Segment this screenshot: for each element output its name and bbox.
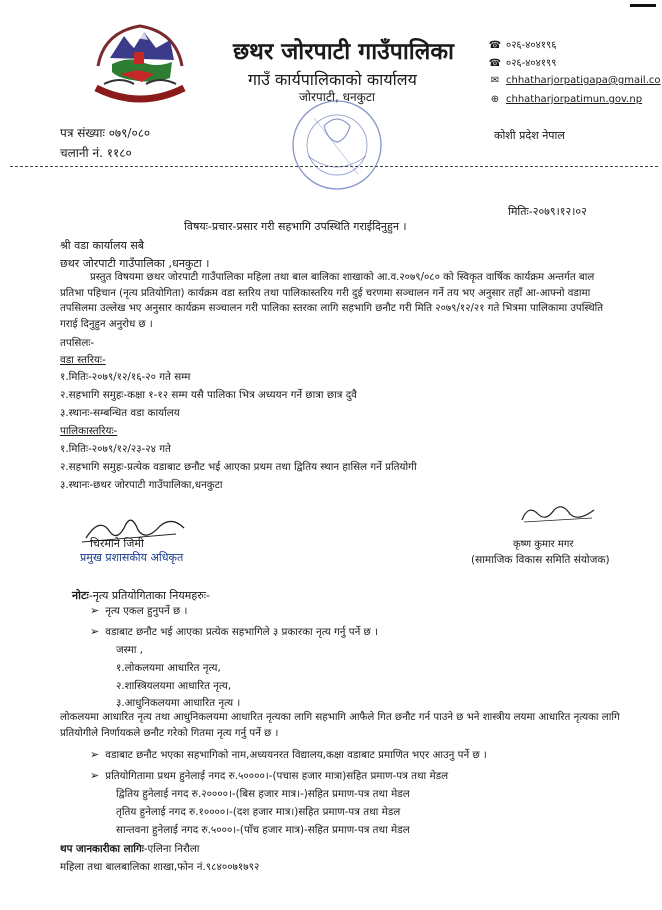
notes-heading — [72, 588, 210, 603]
letter-body: प्रस्तुत विषयमा छथर जोरपाटी गाउँपालिका महिला तथा बाल बालिका शाखाको आ.व.२०७९/०८० को स्विकृत वार्षिक कार्यक्रम अन्तर्गत बाल प्रतिभा पहिचान (नृत्य प्रतियोगिता) कार्यक्रम वडा स्तरिय तथा पालिकास्तरिय गरी दुई चरणमा सञ्चालन गर्ने तय भए अनुसार तहाँ आ-आफ्नो वडामा तपसिलमा उल्लेख भए अनुसार कार्यक्रम सञ्चालन गरी पालिका स्तरका लागि सहभागि छनौट गरी मिति २०७९/१२/२१ गते भित्रमा पालिकामा उपस्थिति गराई दिनुहुन अनुरोध छ । — [60, 272, 604, 330]
rule-text: वडाबाट छनौट भएका सहभागिको नाम,अध्ययनरत विद्यालय,कक्षा वडाबाट प्रमाणित भएर आउनु पर्ने छ । — [105, 749, 487, 761]
province-name: कोशी प्रदेश नेपाल — [494, 129, 565, 142]
right-signature — [518, 500, 598, 526]
email-link[interactable]: chhatharjorpatigapa@gmail.co — [506, 75, 661, 86]
arrow-bullet-icon: ➢ — [90, 748, 100, 761]
arrow-bullet-icon: ➢ — [90, 625, 100, 638]
office-location: जोरपाटी, धनकुटा — [299, 90, 376, 104]
palika-item: १.मितिः-२०७९/१२/२३-२४ गते — [60, 443, 171, 455]
left-signatory-title: प्रमुख प्रशासकीय अधिकृत — [80, 551, 184, 564]
recipient-line-2: छथर जोरपाटी गाउँपालिका ,धनकुटा । — [60, 257, 210, 270]
left-signatory-name: चिरमाने जिमी — [90, 537, 144, 550]
contact-heading-bold: थप जानकारीका लागिः — [60, 843, 144, 855]
rule-text: नृत्य एकल हुनुपर्ने छ । — [105, 605, 188, 617]
right-signatory-name: कृष्ण कुमार मगर — [513, 539, 574, 550]
arrow-bullet-icon: ➢ — [90, 769, 100, 782]
tapasil-label: तपसिलः- — [60, 337, 95, 349]
dance-type: १.लोकलयमा आधारित नृत्य, — [116, 662, 221, 674]
telephone-icon: ☎ — [488, 58, 502, 69]
palika-level-heading: पालिकास्तरियः- — [60, 425, 118, 437]
prize-text: प्रतियोगितामा प्रथम हुनेलाई नगद रु.५००००।-(पचास हजार मात्रा)सहित प्रमाण-पत्र तथा मेडल — [105, 770, 449, 782]
contact-person: -एलिना निरौला — [143, 843, 200, 855]
ward-item: ३.स्थानः-सम्बन्धित वडा कार्यालय — [60, 407, 180, 419]
header-divider — [10, 166, 658, 167]
nepal-emblem-logo — [90, 18, 190, 108]
recipient-line-1: श्री वडा कार्यालय सबै — [60, 239, 145, 252]
telephone-icon: ☎ — [488, 40, 502, 51]
office-subtitle: गाउँ कार्यपालिकाको कार्यालय — [248, 70, 417, 89]
letter-subject: विषयः-प्रचार-प्रसार गरी सहभागि उपस्थिति गराईदिनुहुन । — [184, 220, 407, 233]
office-seal-stamp — [288, 96, 386, 194]
phone-line-1 — [488, 37, 556, 51]
contact-line: महिला तथा बालबालिका शाखा,फोन नं.९८४००७१७९२ — [60, 861, 260, 873]
prize-item: द्वितिय हुनेलाई नगद रु.२००००।-(बिस हजार मात्र।-)सहित प्रमाण-पत्र तथा मेडल — [116, 788, 410, 800]
rule-item — [90, 625, 378, 639]
rule-item — [90, 748, 487, 762]
municipality-title: छथर जोरपाटी गाउँपालिका — [233, 38, 454, 65]
prize-item: सान्तवना हुनेलाई नगद रु.५०००।-(पाँच हजार मात्र)-सहित प्रमाण-पत्र तथा मेडल — [116, 824, 410, 836]
jasma-label: जस्मा , — [116, 644, 144, 656]
letter-reference-number: पत्र संख्याः ०७९/०८० — [60, 126, 151, 140]
top-edge-mark — [630, 4, 656, 7]
website-link[interactable]: chhatharjorpatimun.gov.np — [506, 94, 643, 105]
phone-number-2: ०२६-४०४१९९ — [506, 58, 557, 69]
ward-level-heading: वडा स्तरियः- — [60, 354, 106, 366]
notes-paragraph: लोकलयमा आधारित नृत्य तथा आधुनिकलयमा आधारित नृत्यका लागि सहभागि आफैले गित छनौट गर्न पाउने छ भने शास्त्रीय लयमा आधारित नृत्यका लागि प्रतियोगीले निर्णायकले छनौट गरेको गितमा नृत्य गर्नु पर्ने छ । — [60, 712, 620, 739]
prize-item: तृतिय हुनेलाई नगद रु.१००००।-(दश हजार मात्र।)सहित प्रमाण-पत्र तथा मेडल — [116, 806, 401, 818]
palika-item: २.सहभागि समुहः-प्रत्येक वडाबाट छनौट भई आएका प्रथम तथा द्वितिय स्थान हासिल गर्ने प्रतियोगी — [60, 461, 417, 473]
globe-icon: ⊕ — [490, 94, 500, 105]
dance-type: ३.आधुनिकलयमा आधारित नृत्य । — [116, 697, 241, 709]
contact-heading — [60, 842, 199, 856]
ward-item: २.सहभागि समुहः-कक्षा १-१२ सम्म यसै पालिका भित्र अध्ययन गर्ने छात्रा छात्र दुवै — [60, 389, 357, 401]
notes-heading-rest: -नृत्य प्रतियोगिताका नियमहरुः- — [88, 589, 210, 602]
rule-item — [90, 604, 187, 618]
dance-type: २.शास्त्रियलयमा आधारित नृत्य, — [116, 680, 232, 692]
email-line — [488, 75, 661, 86]
arrow-bullet-icon: ➢ — [90, 604, 100, 617]
notes-heading-bold: नोटः — [72, 589, 89, 602]
website-line — [488, 94, 642, 105]
phone-number-1: ०२६-४०४१९६ — [506, 40, 557, 51]
prize-item — [90, 769, 448, 783]
palika-item: ३.स्थानः-छथर जोरपाटी गाउँपालिका,धनकुटा — [60, 479, 223, 491]
rule-text: वडाबाट छनौट भई आएका प्रत्येक सहभागिले ३ प्रकारका नृत्य गर्नु पर्ने छ । — [105, 626, 378, 638]
envelope-icon: ✉ — [490, 75, 500, 86]
ward-item: १.मितिः-२०७९/१२/१६-२० गते सम्म — [60, 371, 191, 383]
right-signatory-title: (सामाजिक विकास समिति संयोजक) — [471, 554, 610, 566]
dispatch-number: चलानी नं. ११८० — [60, 146, 132, 160]
letter-date: मितिः-२०७९।१२।०२ — [508, 205, 587, 218]
phone-line-2 — [488, 55, 556, 69]
